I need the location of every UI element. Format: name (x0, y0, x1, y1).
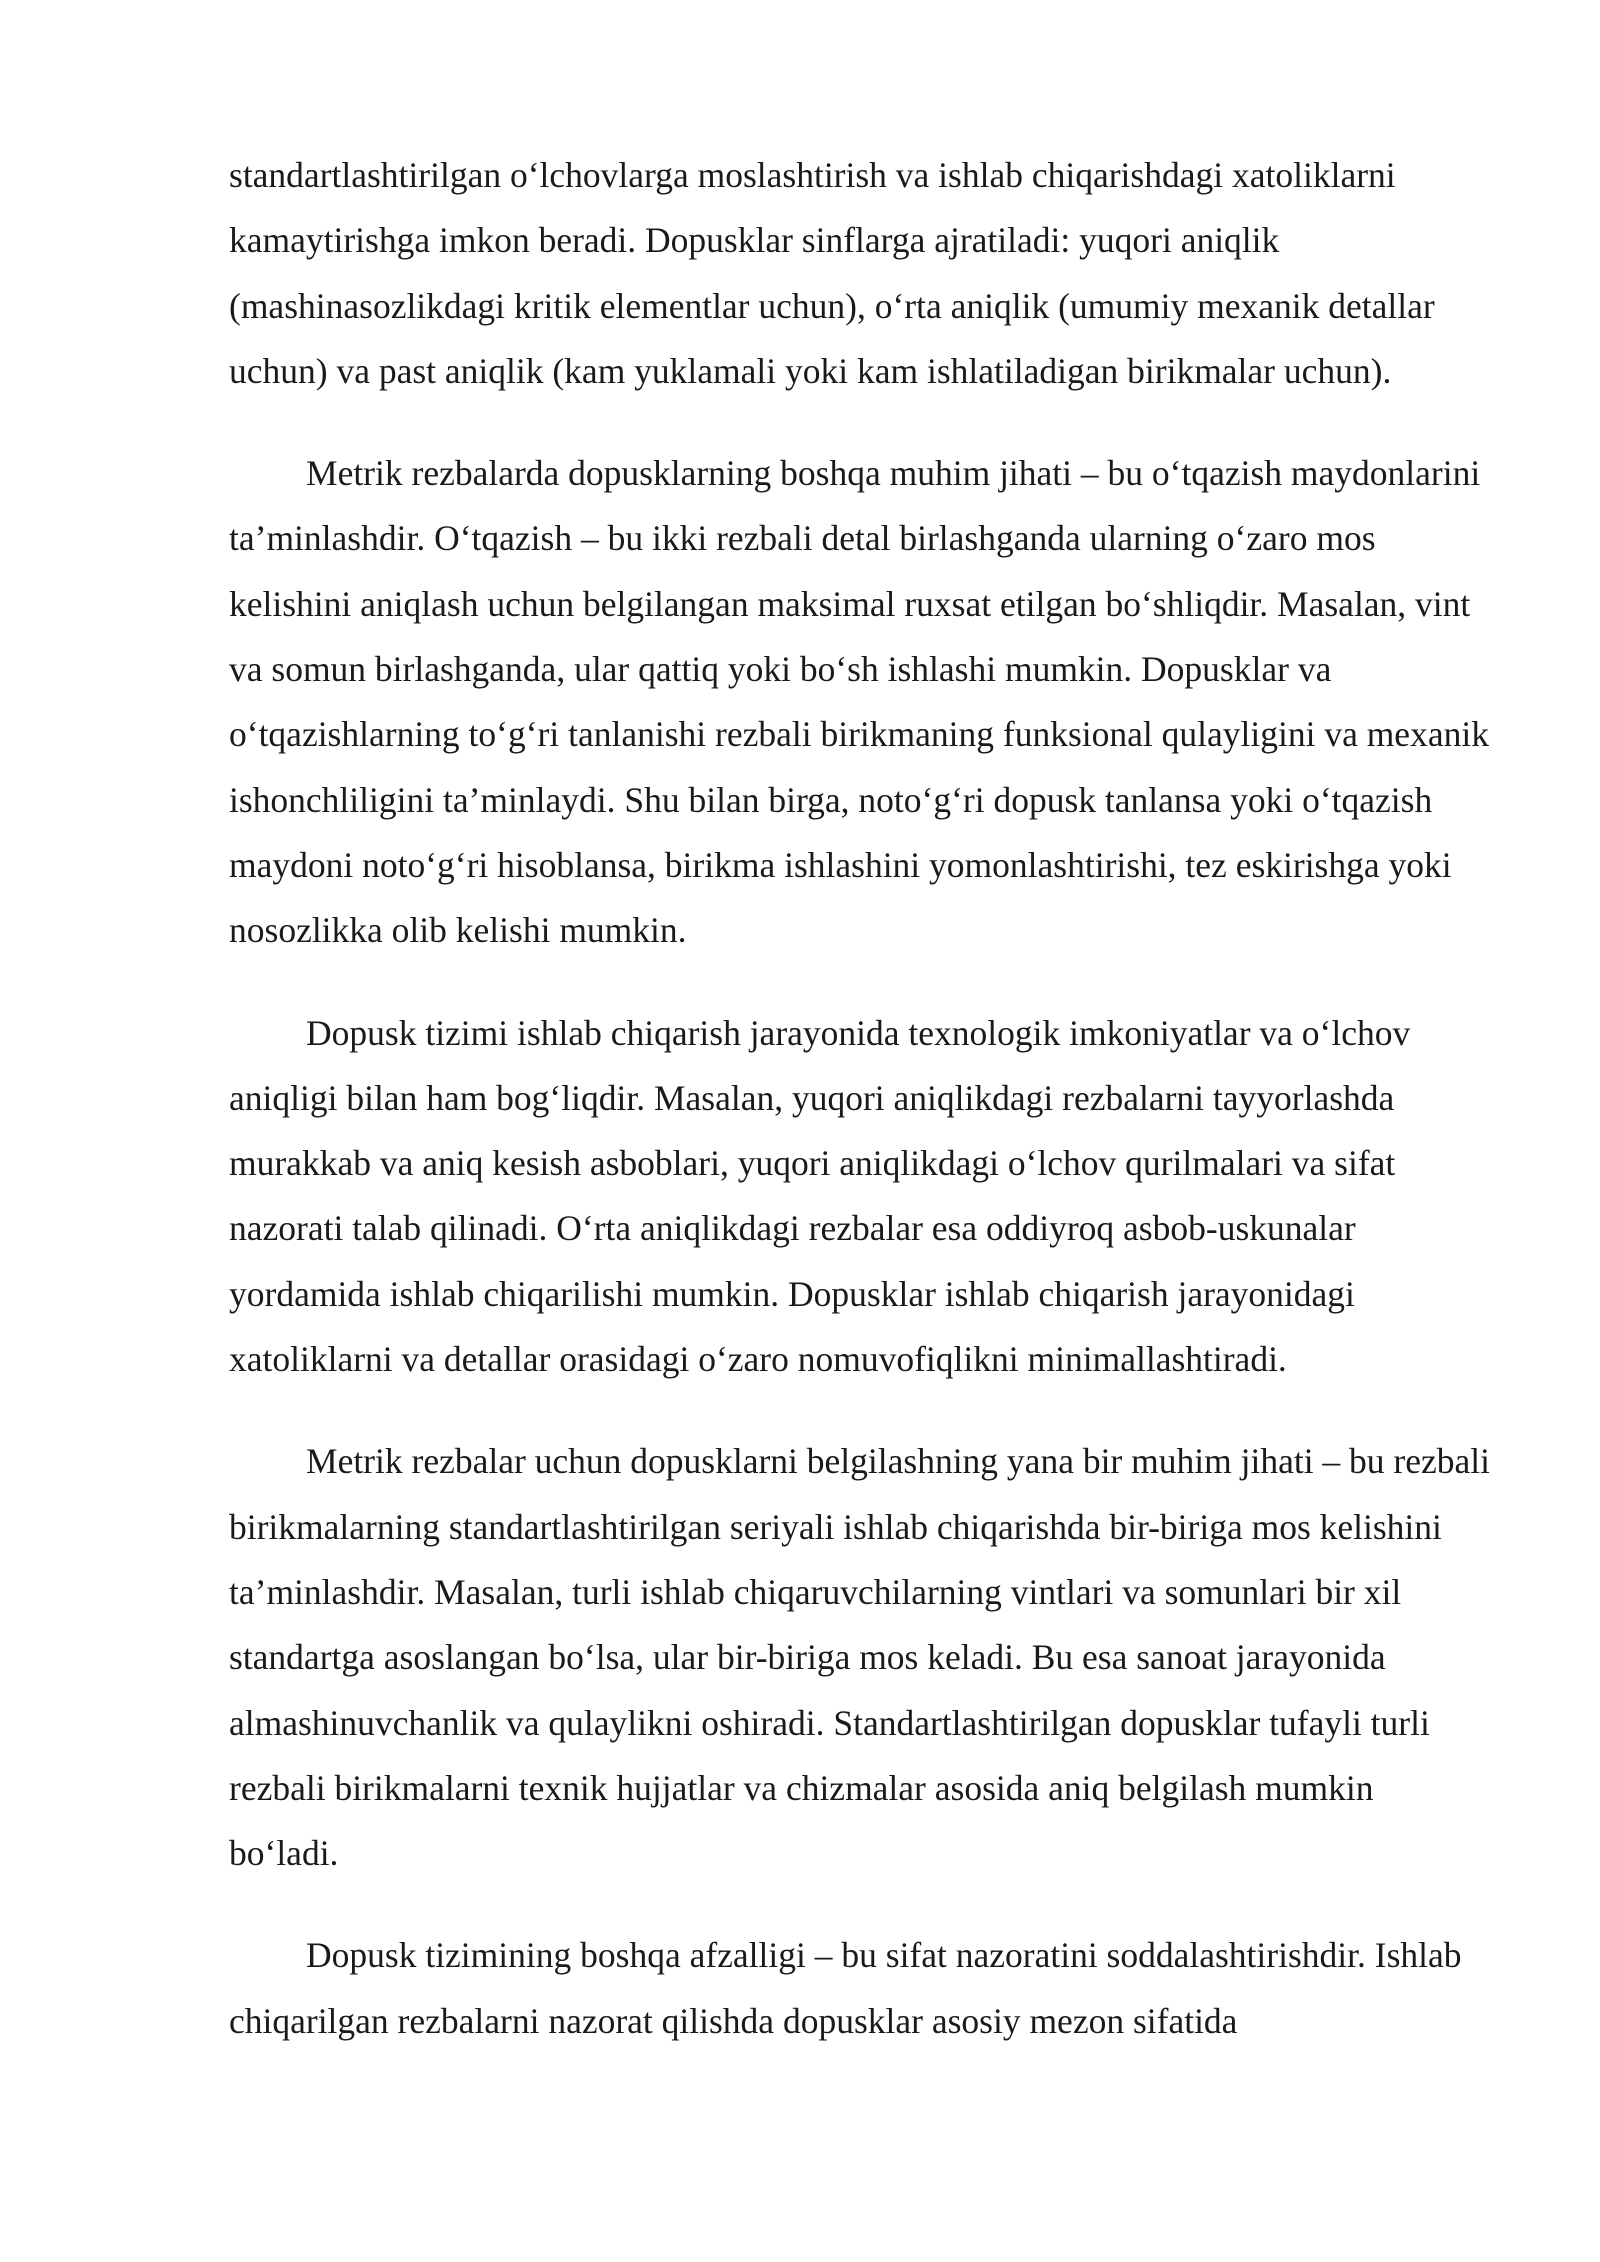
paragraph-tolerance-fits: Metrik rezbalarda dopusklarning boshqa muhim jihati – bu o‘tqazish maydonlarini ta’minlashdir. O‘tqazish – bu ikki rezbali detal birlashganda ularning o‘zaro mos kelishini aniqlash uchun belgilangan maksimal ruxsat etilgan bo‘shliqdir. Masalan, vint va somun birlashganda, ular qattiq yoki bo‘sh ishlashi mumkin. Dopusklar va o‘tqazishlarning to‘g‘ri tanlanishi rezbali birikmaning funksional qulayligini va mexanik ishonchliligini ta’minlaydi. Shu bilan birga, noto‘g‘ri dopusk tanlansa yoki o‘tqazish maydoni noto‘g‘ri hisoblansa, birikma ishlashini yomonlashtirishi, tez eskirishga yoki nosozlikka olib kelishi mumkin. (229, 453, 1489, 951)
paragraph-tolerance-system: Dopusk tizimi ishlab chiqarish jarayonida texnologik imkoniyatlar va o‘lchov aniqligi bilan ham bog‘liqdir. Masalan, yuqori aniqlikdagi rezbalarni tayyorlashda murakkab va aniq kesish asboblari, yuqori aniqlikdagi o‘lchov qurilmalari va sifat nazorati talab qilinadi. O‘rta aniqlikdagi rezbalar esa oddiyroq asbob-uskunalar yordamida ishlab chiqarilishi mumkin. Dopusklar ishlab chiqarish jarayonidagi xatoliklarni va detallar orasidagi o‘zaro nomuvofiqlikni minimallashtiradi. (229, 1012, 1411, 1380)
paragraph-quality-control: Dopusk tizimining boshqa afzalligi – bu sifat nazoratini soddalashtirishdir. Ishlab chiqarilgan rezbalarni nazorat qilishda dopusklar asosiy mezon sifatida (229, 1935, 1462, 2041)
paragraph-continuation: standartlashtirilgan o‘lchovlarga moslashtirish va ishlab chiqarishdagi xatoliklarni kamaytirishga imkon beradi. Dopusklar sinflarga ajratiladi: yuqori aniqlik (mashinasozlikdagi kritik elementlar uchun), o‘rta aniqlik (umumiy mexanik detallar uchun) va past aniqlik (kam yuklamali yoki kam ishlatiladigan birikmalar uchun). (229, 155, 1435, 391)
paragraph-interchangeability: Metrik rezbalar uchun dopusklarni belgilashning yana bir muhim jihati – bu rezbali birikmalarning standartlashtirilgan seriyali ishlab chiqarishda bir-biriga mos kelishini ta’minlashdir. Masalan, turli ishlab chiqaruvchilarning vintlari va somunlari bir xil standartga asoslangan bo‘lsa, ular bir-biriga mos keladi. Bu esa sanoat jarayonida almashinuvchanlik va qulaylikni oshiradi. Standartlashtirilgan dopusklar tufayli turli rezbali birikmalarni texnik hujjatlar va chizmalar asosida aniq belgilash mumkin bo‘ladi. (229, 1441, 1490, 1874)
body-text (229, 143, 1491, 2091)
